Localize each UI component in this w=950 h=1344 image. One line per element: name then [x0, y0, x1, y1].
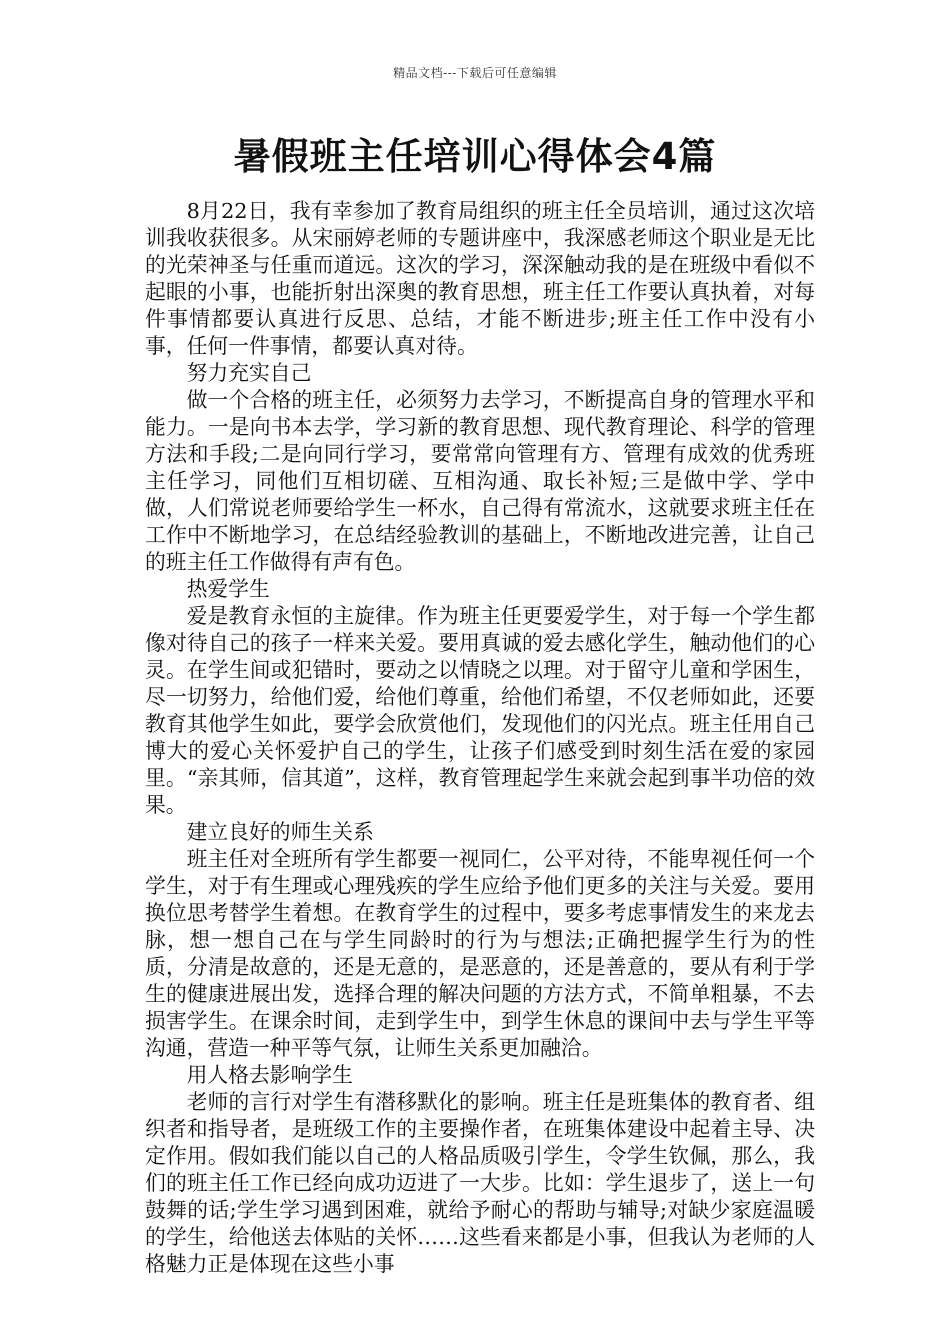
section-paragraph-1: 做一个合格的班主任，必须努力去学习，不断提高自身的管理水平和能力。一是向书本去学，学习新的教育思想、现代教育理论、科学的管理方法和手段;二是向同行学习，要常常向管理有方、管理有成效的优秀班主任学习，同他们互相切磋、互相沟通、取长补短;三是做中学、学中做，人们常说老师要给学生一杯水，自己得有常流水，这就要求班主任在工作中不断地学习，在总结经验教训的基础上，不断地改进完善，让自己的班主任工作做得有声有色。 [145, 388, 815, 574]
section-paragraph-3: 班主任对全班所有学生都要一视同仁，公平对待，不能卑视任何一个学生，对于有生理或心理残疾的学生应给予他们更多的关注与关爱。要用换位思考替学生着想。在教育学生的过程中，要多考虑事情发生的来龙去脉，想一想自己在与学生同龄时的行为与想法;正确把握学生行为的性质，分清是故意的，还是无意的，是恶意的，还是善意的，要从有利于学生的健康进展出发，选择合理的解决问题的方法方式，不简单粗暴，不去损害学生。在课余时间，走到学生中，到学生休息的课间中去与学生平等沟通，营造一种平等气氛，让师生关系更加融洽。 [145, 847, 815, 1060]
page-header-note: 精品文档---下载后可任意编辑 [393, 66, 557, 80]
section-heading-1: 努力充实自己 [186, 361, 312, 385]
document-body [145, 198, 815, 1278]
document-title: 暑假班主任培训心得体会4篇 [233, 135, 717, 178]
section-paragraph-2: 爱是教育永恒的主旋律。作为班主任更要爱学生，对于每一个学生都像对待自己的孩子一样来关爱。要用真诚的爱去感化学生，触动他们的心灵。在学生间或犯错时，要动之以情晓之以理。对于留守儿童和学困生，尽一切努力，给他们爱，给他们尊重，给他们希望，不仅老师如此，还要教育其他学生如此，要学会欣赏他们，发现他们的闪光点。班主任用自己博大的爱心关怀爱护自己的学生，让孩子们感受到时刻生活在爱的家园里。“亲其师，信其道”，这样，教育管理起学生来就会起到事半功倍的效果。 [145, 604, 815, 817]
section-heading-4: 用人格去影响学生 [186, 1063, 353, 1087]
section-heading-2: 热爱学生 [186, 577, 270, 601]
section-heading-3: 建立良好的师生关系 [186, 820, 374, 844]
section-paragraph-4: 老师的言行对学生有潜移默化的影响。班主任是班集体的教育者、组织者和指导者，是班级工作的主要操作者，在班集体建设中起着主导、决定作用。假如我们能以自己的人格品质吸引学生，令学生钦佩，那么，我们的班主任工作已经向成功迈进了一大步。比如：学生退步了，送上一句鼓舞的话;学生学习遇到困难，就给予耐心的帮助与辅导;对缺少家庭温暖的学生，给他送去体贴的关怀……这些看来都是小事，但我认为老师的人格魅力正是体现在这些小事 [145, 1090, 815, 1276]
intro-paragraph: 8月22日，我有幸参加了教育局组织的班主任全员培训，通过这次培训我收获很多。从宋丽婷老师的专题讲座中，我深感老师这个职业是无比的光荣神圣与任重而道远。这次的学习，深深触动我的是在班级中看似不起眼的小事，也能折射出深奥的教育思想，班主任工作要认真执着，对每件事情都要认真进行反思、总结，才能不断进步;班主任工作中没有小事，任何一件事情，都要认真对待。 [145, 199, 815, 358]
